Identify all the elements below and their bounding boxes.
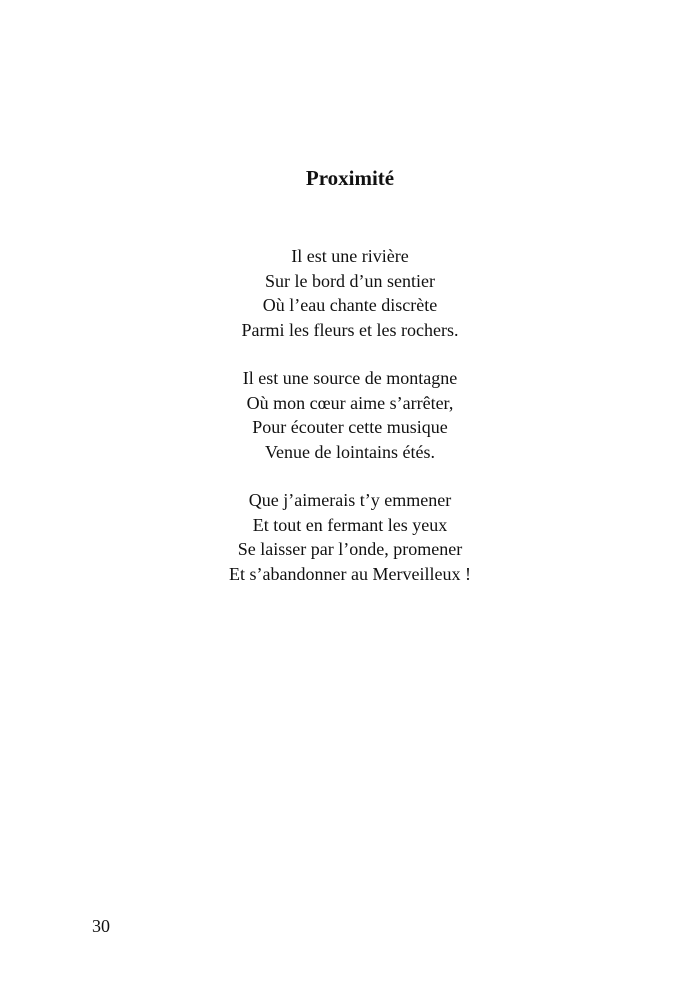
poem-line: Sur le bord d’un sentier <box>265 270 435 291</box>
page-number: 30 <box>92 916 110 936</box>
poem-line: Et s’abandonner au Merveilleux ! <box>229 563 471 584</box>
poem-line: Se laisser par l’onde, promener <box>237 539 463 559</box>
stanza-2 <box>0 366 700 464</box>
poem-line: Et tout en fermant les yeux <box>252 514 448 535</box>
poem-line: Il est une rivière <box>291 246 409 266</box>
poem-line: Pour écouter cette musique <box>252 417 448 437</box>
stanza-1 <box>0 244 700 342</box>
poem-line: Où l’eau chante discrète <box>262 295 438 315</box>
poem-line: Venue de lointains étés. <box>265 441 435 462</box>
poem-title: Proximité <box>305 166 395 190</box>
poem-line: Que j’aimerais t’y emmener <box>248 490 452 510</box>
poem-line: Il est une source de montagne <box>242 368 458 388</box>
poem-body <box>0 244 700 610</box>
stanza-3 <box>0 488 700 586</box>
poem-line: Parmi les fleurs et les rochers. <box>241 319 459 340</box>
poem-line: Où mon cœur aime s’arrêter, <box>246 392 454 413</box>
